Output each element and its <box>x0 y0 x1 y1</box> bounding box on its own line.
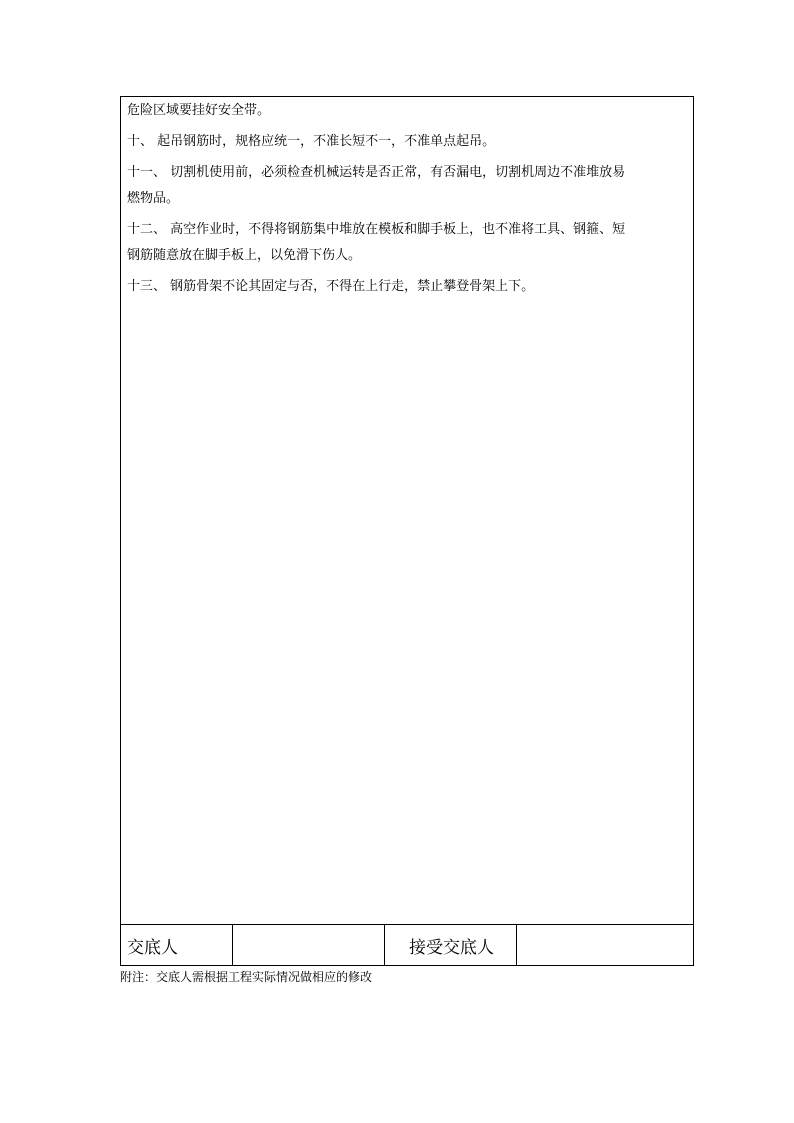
content-line: 钢筋随意放在脚手板上，以免滑下伤人。 <box>127 248 362 263</box>
content-line: 十三、 钢筋骨架不论其固定与否，不得在上行走，禁止攀登骨架上下。 <box>127 279 535 294</box>
issuer-signature-field[interactable] <box>233 925 385 965</box>
content-line: 十二、 高空作业时，不得将钢筋集中堆放在模板和脚手板上，也不准将工具、钢箍、短 <box>127 222 626 237</box>
content-line: 十、 起吊钢筋时，规格应统一，不准长短不一，不准单点起吊。 <box>127 134 496 149</box>
receiver-label: 接受交底人 <box>385 925 517 965</box>
signature-row <box>121 925 693 965</box>
content-line: 危险区域要挂好安全带。 <box>127 103 271 118</box>
content-cell <box>121 97 693 925</box>
content-line: 燃物品。 <box>127 191 180 206</box>
receiver-signature-field[interactable] <box>517 925 693 965</box>
disclosure-table <box>120 96 694 966</box>
content-line: 十一、 切割机使用前，必须检查机械运转是否正常，有否漏电，切割机周边不准堆放易 <box>127 165 626 180</box>
footnote: 附注：交底人需根据工程实际情况做相应的修改 <box>120 970 373 984</box>
issuer-label: 交底人 <box>121 925 233 965</box>
